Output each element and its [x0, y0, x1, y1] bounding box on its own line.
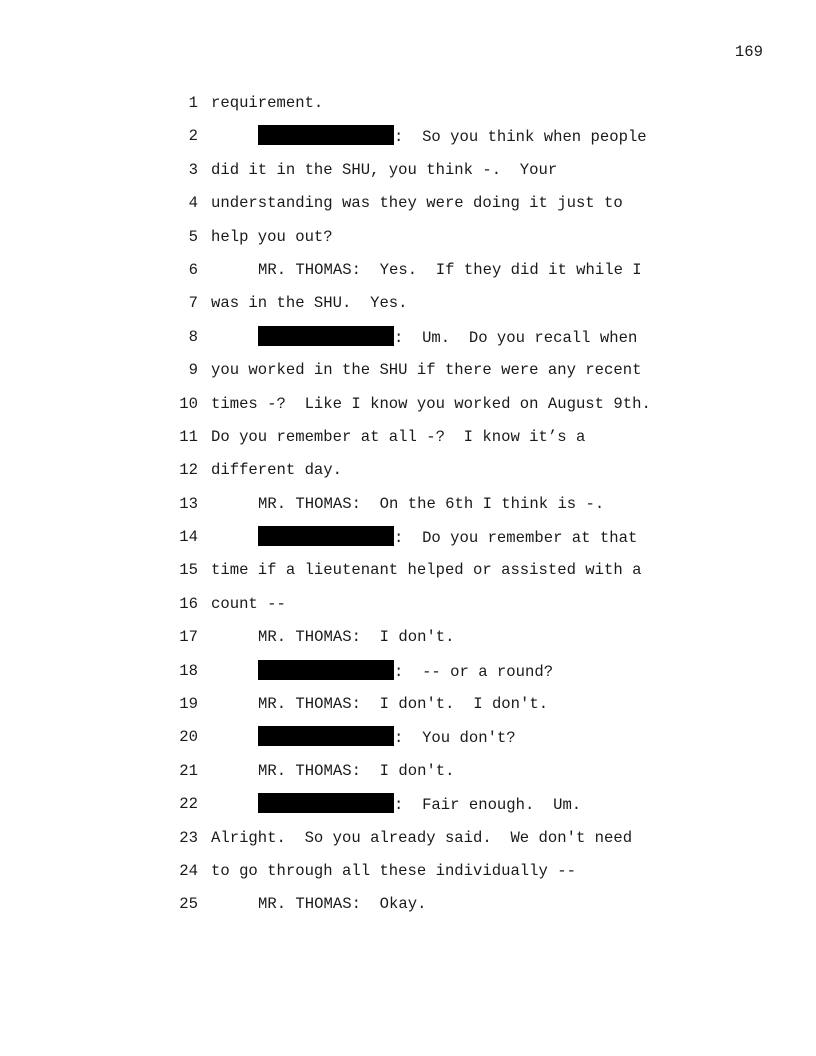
- line-number: 18: [179, 661, 198, 680]
- transcript-line: [0, 125, 816, 158]
- line-text: [258, 726, 516, 749]
- transcript-line: [0, 593, 816, 626]
- line-text: [258, 326, 637, 349]
- line-number: 1: [188, 94, 198, 112]
- line-number: 23: [179, 828, 198, 847]
- line-text: [211, 426, 585, 448]
- line-number: 19: [179, 695, 198, 714]
- redaction-block: [258, 125, 394, 145]
- line-text: [211, 159, 557, 181]
- transcript-line: [0, 459, 816, 492]
- transcript-line: [0, 526, 816, 559]
- line-text: [258, 660, 553, 683]
- line-content: Alright. So you already said. We don't need: [211, 828, 633, 847]
- line-text: [211, 292, 408, 314]
- page-number: 169: [734, 43, 763, 61]
- line-content: requirement.: [211, 94, 324, 112]
- line-content: different day.: [211, 461, 343, 480]
- line-content: : -- or a round?: [394, 662, 554, 681]
- transcript-line: [0, 159, 816, 192]
- line-content: : Um. Do you recall when: [394, 328, 638, 347]
- redaction-block: [258, 793, 394, 813]
- transcript-line: [0, 92, 816, 125]
- line-number: 2: [188, 127, 198, 146]
- line-number: 11: [179, 427, 198, 446]
- line-text: [211, 459, 342, 481]
- line-content: : So you think when people: [394, 128, 647, 147]
- line-text: [258, 793, 581, 816]
- redaction-block: [258, 726, 394, 746]
- transcript-line: [0, 359, 816, 392]
- line-text: [258, 493, 604, 515]
- line-number: 17: [179, 628, 198, 647]
- line-number: 4: [188, 194, 198, 213]
- line-number: 15: [179, 561, 198, 580]
- line-text: [211, 192, 623, 214]
- transcript-line: [0, 326, 816, 359]
- line-number: 10: [179, 394, 198, 413]
- line-number: 5: [188, 227, 198, 246]
- line-content: Do you remember at all -? I know it’s a: [211, 427, 586, 446]
- line-number: 25: [179, 895, 198, 914]
- line-number: 9: [188, 361, 198, 380]
- line-text: [211, 860, 576, 882]
- line-content: to go through all these individually --: [211, 861, 576, 880]
- redaction-block: [258, 326, 394, 346]
- line-number: 8: [188, 327, 198, 346]
- transcript-line: [0, 726, 816, 759]
- line-content: : Do you remember at that: [394, 529, 638, 548]
- line-text: [258, 125, 647, 148]
- line-content: help you out?: [211, 227, 333, 246]
- line-number: 13: [179, 494, 198, 513]
- line-number: 14: [179, 528, 198, 547]
- transcript-line: [0, 292, 816, 325]
- line-text: [211, 92, 323, 114]
- line-content: MR. THOMAS: I don't.: [258, 761, 455, 780]
- transcript-body: [0, 92, 816, 927]
- transcript-line: [0, 192, 816, 225]
- line-content: MR. THOMAS: I don't. I don't.: [258, 695, 549, 714]
- line-text: [258, 626, 455, 648]
- line-text: [258, 760, 455, 782]
- redaction-block: [258, 660, 394, 680]
- line-text: [258, 526, 637, 549]
- line-number: 16: [179, 594, 198, 613]
- line-text: [211, 559, 641, 581]
- line-number: 24: [179, 861, 198, 880]
- line-content: MR. THOMAS: I don't.: [258, 628, 455, 647]
- transcript-line: [0, 793, 816, 826]
- line-number: 7: [188, 294, 198, 313]
- line-text: [211, 226, 333, 248]
- redaction-block: [258, 526, 394, 546]
- line-content: was in the SHU. Yes.: [211, 294, 408, 313]
- line-text: [211, 359, 641, 381]
- line-content: you worked in the SHU if there were any recent: [211, 361, 642, 380]
- transcript-line: [0, 827, 816, 860]
- transcript-line: [0, 559, 816, 592]
- line-text: [258, 893, 426, 915]
- line-number: 6: [188, 260, 198, 279]
- line-content: did it in the SHU, you think -. Your: [211, 160, 558, 179]
- transcript-line: [0, 660, 816, 693]
- line-number: 12: [179, 461, 198, 480]
- line-content: : You don't?: [394, 729, 516, 748]
- line-content: times -? Like I know you worked on August 9th.: [211, 394, 651, 413]
- transcript-line: [0, 626, 816, 659]
- line-number: 22: [179, 795, 198, 814]
- line-text: [258, 693, 548, 715]
- line-text: [211, 827, 632, 849]
- transcript-line: [0, 493, 816, 526]
- transcript-line: [0, 893, 816, 926]
- line-text: [211, 393, 651, 415]
- line-content: MR. THOMAS: On the 6th I think is -.: [258, 494, 605, 513]
- line-content: time if a lieutenant helped or assisted with a: [211, 561, 642, 580]
- line-text: [211, 593, 286, 615]
- line-content: count --: [211, 594, 286, 613]
- line-content: MR. THOMAS: Okay.: [258, 895, 427, 914]
- transcript-line: [0, 393, 816, 426]
- line-number: 21: [179, 761, 198, 780]
- transcript-line: [0, 860, 816, 893]
- line-content: understanding was they were doing it just to: [211, 194, 623, 213]
- line-content: : Fair enough. Um.: [394, 796, 582, 815]
- transcript-line: [0, 259, 816, 292]
- transcript-line: [0, 760, 816, 793]
- transcript-line: [0, 226, 816, 259]
- transcript-line: [0, 693, 816, 726]
- line-text: [258, 259, 642, 281]
- transcript-line: [0, 426, 816, 459]
- line-content: MR. THOMAS: Yes. If they did it while I: [258, 260, 642, 279]
- line-number: 20: [179, 728, 198, 747]
- line-number: 3: [188, 160, 198, 179]
